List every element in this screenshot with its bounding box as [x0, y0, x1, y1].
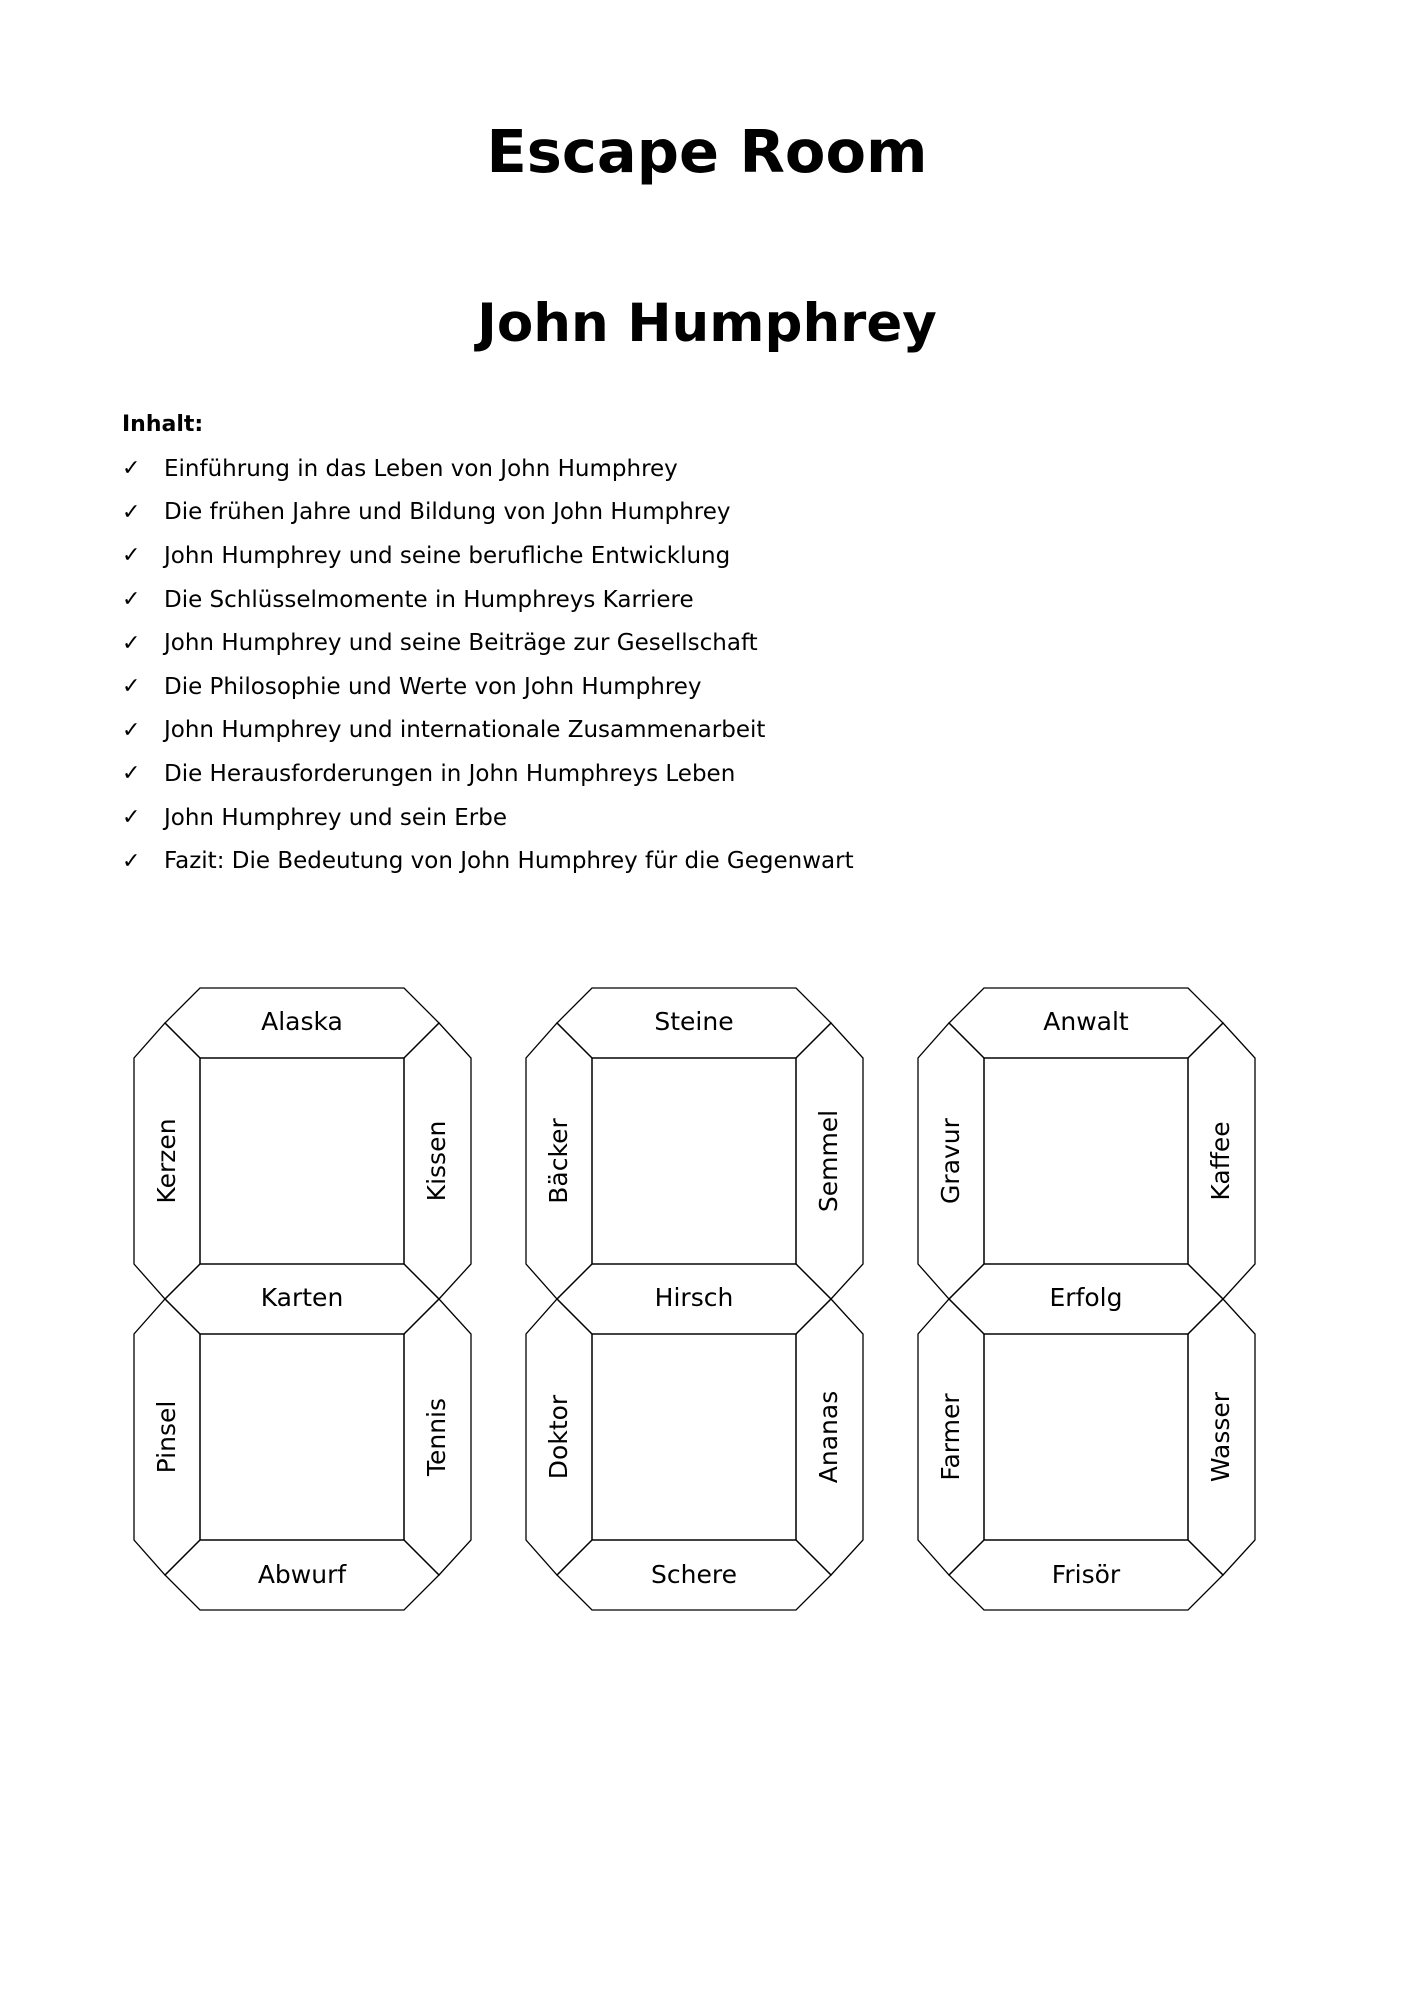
lower-left-word: Doktor: [544, 1394, 573, 1480]
page-title: Escape Room: [486, 117, 928, 186]
checkmark-icon: ✓: [122, 717, 141, 743]
bottom-word: Abwurf: [257, 1560, 347, 1589]
toc-item-label: Die Philosophie und Werte von John Humphrey: [164, 673, 702, 700]
puzzle-figure: [918, 988, 1255, 1610]
checkmark-icon: ✓: [122, 761, 141, 787]
checkmark-icon: ✓: [122, 805, 141, 831]
bottom-word: Frisör: [1051, 1560, 1121, 1589]
checkmark-icon: ✓: [122, 499, 141, 525]
lower-right-word: Ananas: [814, 1390, 843, 1484]
toc-item-label: John Humphrey und seine berufliche Entwicklung: [164, 542, 731, 569]
lower-answer-box: [200, 1334, 404, 1540]
upper-left-word: Kerzen: [152, 1118, 181, 1204]
middle-word: Erfolg: [1049, 1283, 1123, 1312]
upper-left-word: Bäcker: [544, 1118, 573, 1204]
checkmark-icon: ✓: [122, 543, 141, 569]
lower-right-word: Wasser: [1206, 1391, 1235, 1483]
toc-item-label: John Humphrey und sein Erbe: [164, 804, 508, 831]
middle-word: Hirsch: [654, 1283, 734, 1312]
toc-item-label: Die Schlüsselmomente in Humphreys Karriere: [164, 586, 694, 613]
middle-word: Karten: [260, 1283, 344, 1312]
upper-answer-box: [592, 1058, 796, 1264]
upper-answer-box: [200, 1058, 404, 1264]
toc-item-label: Die frühen Jahre und Bildung von John Humphrey: [164, 499, 731, 526]
upper-answer-box: [984, 1058, 1188, 1264]
upper-left-word: Gravur: [936, 1118, 965, 1204]
toc-item-label: Die Herausforderungen in John Humphreys Leben: [164, 760, 736, 787]
top-word: Alaska: [261, 1007, 343, 1036]
checkmark-icon: ✓: [122, 674, 141, 700]
puzzle-figure: [134, 988, 471, 1610]
checkmark-icon: ✓: [122, 848, 141, 874]
bottom-word: Schere: [651, 1560, 737, 1589]
toc-item-label: John Humphrey und seine Beiträge zur Gesellschaft: [164, 630, 758, 657]
upper-right-word: Semmel: [814, 1109, 843, 1213]
checkmark-icon: ✓: [122, 630, 141, 656]
top-word: Steine: [654, 1007, 734, 1036]
checkmark-icon: ✓: [122, 587, 141, 613]
toc-item-label: Fazit: Die Bedeutung von John Humphrey für die Gegenwart: [164, 848, 854, 875]
upper-right-word: Kaffee: [1206, 1121, 1235, 1201]
toc-item-label: Einführung in das Leben von John Humphrey: [164, 455, 678, 482]
puzzle-figure: [526, 988, 863, 1610]
page-subtitle: John Humphrey: [477, 293, 937, 354]
top-word: Anwalt: [1043, 1007, 1129, 1036]
toc-item-label: John Humphrey und internationale Zusammenarbeit: [164, 717, 766, 744]
lower-answer-box: [984, 1334, 1188, 1540]
lower-answer-box: [592, 1334, 796, 1540]
lower-left-word: Pinsel: [152, 1400, 181, 1474]
upper-right-word: Kissen: [422, 1120, 451, 1202]
checkmark-icon: ✓: [122, 456, 141, 482]
lower-right-word: Tennis: [422, 1397, 451, 1477]
toc-heading: Inhalt:: [122, 412, 204, 437]
lower-left-word: Farmer: [936, 1393, 965, 1481]
